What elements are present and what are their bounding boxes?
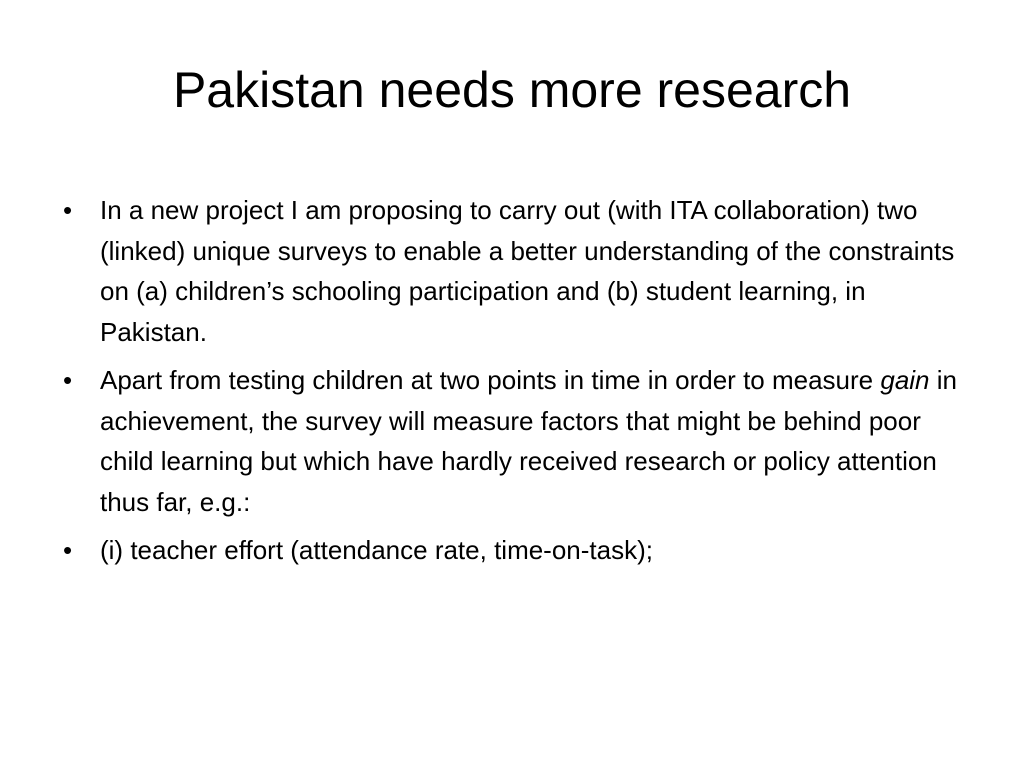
bullet-item	[55, 530, 975, 571]
slide-title: Pakistan needs more research	[172, 62, 852, 118]
bullet-text: (i) teacher effort (attendance rate, time-on-task);	[100, 535, 653, 565]
bullet-emphasis: gain	[880, 365, 930, 395]
bullet-marker: •	[63, 365, 73, 395]
bullet-item	[55, 360, 975, 522]
bullet-marker: •	[63, 535, 73, 565]
bullet-text-before: Apart from testing children at two points in time in order to measure	[100, 365, 881, 395]
bullet-marker: •	[63, 195, 73, 225]
bullet-text-after: in achievement, the survey will measure factors that might be behind poor child learning but which have hardly received research or policy attention thus far, e.g.:	[100, 365, 957, 517]
bullet-text: In a new project I am proposing to carry out (with ITA collaboration) two (linked) unique surveys to enable a better understanding of the constraints on (a) children’s schooling participation and (b) student learning, in Pakistan.	[100, 195, 955, 347]
bullet-item	[55, 190, 975, 352]
bullet-list	[55, 190, 975, 579]
